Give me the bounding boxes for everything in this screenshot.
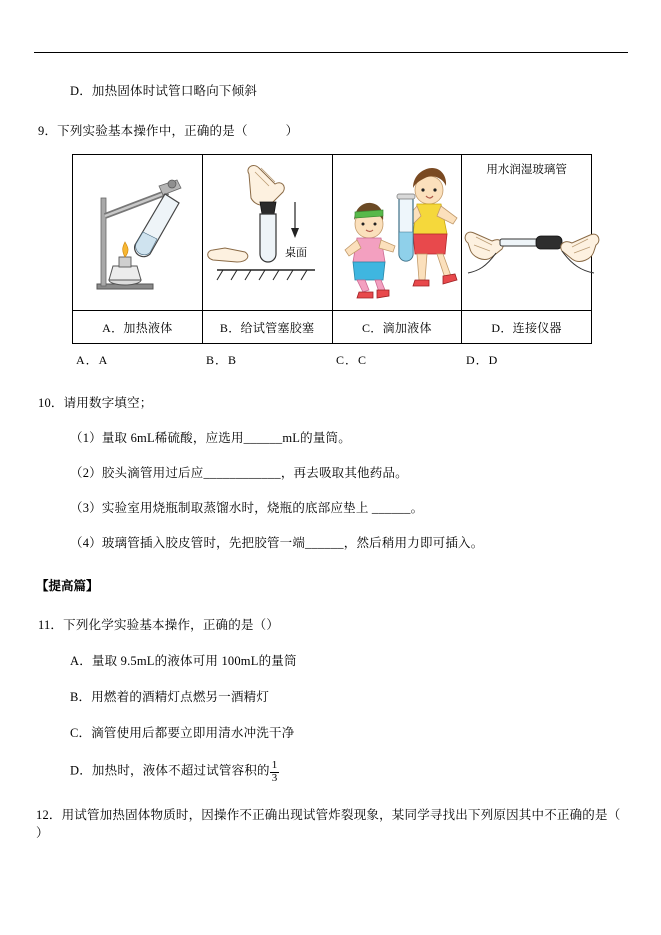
figure-cell-d (462, 155, 592, 311)
question-10-item-3: （3）实验室用烧瓶制取蒸馏水时，烧瓶的底部应垫上 ______。 (70, 501, 424, 515)
section-heading-advanced: 【提高篇】 (36, 579, 99, 593)
document-content (34, 70, 628, 842)
question-10-item-1: （1）量取 6mL稀硫酸，应选用______mL的量筒。 (70, 431, 351, 445)
choice-d: D．D (466, 353, 499, 367)
question-12-number: 12． (36, 808, 62, 823)
question-11-option-d-text: D．加热时，液体不超过试管容积的 (70, 763, 270, 778)
children-running-with-test-tube-icon (333, 158, 483, 308)
figure-label-c: C．滴加液体 (332, 311, 462, 344)
figure-label-b: B．给试管塞胶塞 (202, 311, 332, 344)
question-11-text-close: ） (266, 618, 280, 632)
question-10-number: 10． (38, 396, 64, 410)
question-9-number: 9． (38, 124, 58, 138)
inserting-glass-tube-into-rubber-icon (462, 191, 602, 301)
fraction-one-third (270, 760, 280, 784)
fraction-denominator: 3 (271, 771, 278, 784)
question-9-stem (38, 122, 628, 140)
figure-row (73, 155, 592, 311)
choice-b: B．B (206, 353, 238, 367)
question-9-text-close: ） (285, 124, 299, 138)
figure-cell-c (332, 155, 462, 311)
svg-text:桌面: 桌面 (284, 246, 307, 259)
question-11-option-d (70, 760, 628, 784)
header-divider-rule (34, 52, 628, 53)
choice-a: A．A (76, 353, 109, 367)
question-10-stem (38, 394, 628, 412)
experiment-figure-table (72, 154, 592, 344)
question-11-number: 11． (38, 618, 64, 632)
test-tube-heating-clamp-icon (73, 158, 203, 308)
question-10-item-2: （2）胶头滴管用过后应____________，再去吸取其他药品。 (70, 466, 408, 480)
figure-label-d: D．连接仪器 (462, 311, 592, 344)
question-11-option-b: B．用燃着的酒精灯点燃另一酒精灯 (70, 690, 270, 704)
question-10-item-4: （4）玻璃管插入胶皮管时，先把胶管一端______，然后稍用力即可插入。 (70, 536, 484, 550)
choice-c: C．C (336, 353, 368, 367)
question-11-option-a: A．量取 9.5mL的液体可用 100mL的量筒 (70, 654, 297, 668)
question-9-answer-choices (72, 351, 592, 368)
question-12-text: 用试管加热固体物质时，因操作不正确出现试管炸裂现象，某同学寻找出下列原因其中不正确的是（ ） (36, 808, 621, 841)
question-11-text: 下列化学实验基本操作，正确的是（ (63, 618, 267, 632)
fraction-numerator: 1 (271, 759, 278, 771)
previous-question-option-d: D．加热固体时试管口略向下倾斜 (70, 84, 258, 98)
figure-cell-b (202, 155, 332, 311)
question-9-text: 下列实验基本操作中，正确的是（ (57, 124, 248, 138)
hand-pushing-stopper-icon (203, 158, 333, 308)
question-10-text: 请用数字填空； (63, 396, 153, 410)
question-11-option-c: C．滴管使用后都要立即用清水冲洗干净 (70, 726, 295, 740)
question-12-stem (36, 806, 628, 842)
figure-label-a: A．加热液体 (73, 311, 203, 344)
figure-cell-a (73, 155, 203, 311)
figure-label-row (73, 311, 592, 344)
figure-d-caption: 用水润湿玻璃管 (486, 164, 567, 176)
question-11-stem (38, 616, 628, 634)
